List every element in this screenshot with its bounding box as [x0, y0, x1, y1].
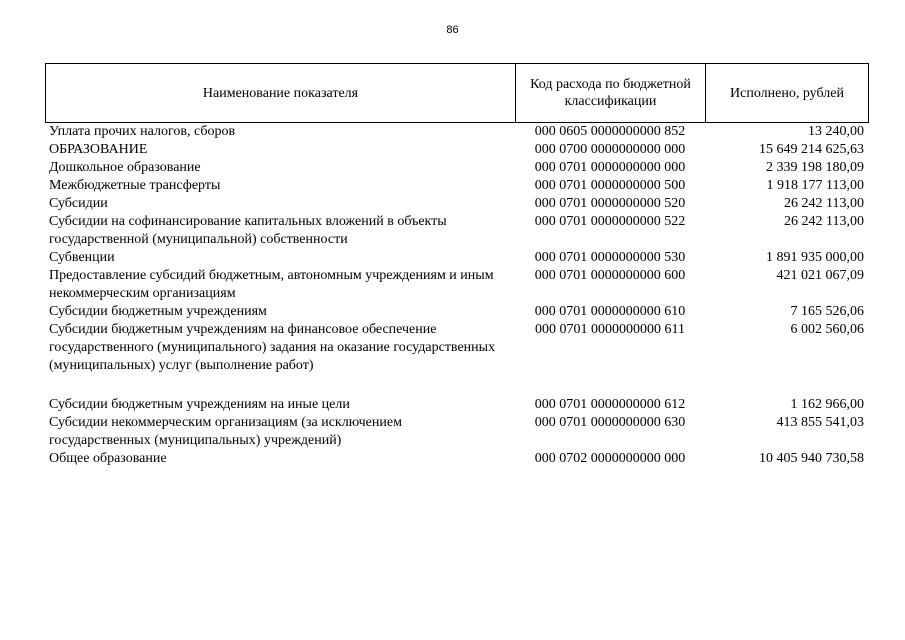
row-name: Уплата прочих налогов, сборов: [49, 124, 236, 139]
row-code: 000 0701 0000000000 630: [534, 415, 686, 430]
row-amount: 421 021 067,09: [776, 268, 864, 283]
table-row: [49, 450, 869, 468]
table-row: [49, 249, 869, 267]
column-header-amount: Исполнено, рублей: [730, 85, 844, 101]
row-code: 000 0702 0000000000 000: [534, 451, 686, 466]
column-header-code: Код расхода по бюджетной классификации: [516, 64, 706, 122]
table-row: [49, 195, 869, 213]
column-header-name: Наименование показателя: [46, 64, 516, 122]
row-name: Общее образование: [49, 451, 167, 466]
row-name: Предоставление субсидий бюджетным, автономным учреждениям и иным некоммерческим организациям: [49, 268, 494, 301]
row-name: ОБРАЗОВАНИЕ: [49, 142, 148, 157]
row-amount: 1 918 177 113,00: [766, 178, 864, 193]
row-name: Дошкольное образование: [49, 160, 201, 175]
table-header: [45, 63, 869, 123]
row-amount: 10 405 940 730,58: [759, 451, 864, 466]
page-number: 86: [446, 24, 459, 36]
row-amount: 1 162 966,00: [790, 397, 864, 412]
table-row: [49, 123, 869, 141]
row-code: 000 0701 0000000000 500: [534, 178, 686, 193]
row-code: 000 0701 0000000000 520: [534, 196, 686, 211]
row-name: Межбюджетные трансферты: [49, 178, 221, 193]
row-name: Субсидии бюджетным учреждениям: [49, 304, 267, 319]
table-row: [49, 267, 869, 303]
row-amount: 26 242 113,00: [784, 214, 864, 229]
row-code: 000 0701 0000000000 611: [535, 322, 685, 337]
row-name: Субсидии некоммерческим организациям (за исключением государственных (муниципальных) учреждений): [49, 415, 402, 448]
table-row: [49, 141, 869, 159]
row-code: 000 0701 0000000000 522: [534, 214, 686, 229]
row-amount: 7 165 526,06: [790, 304, 864, 319]
table-row: [49, 396, 869, 414]
row-name: Субсидии: [49, 196, 108, 211]
row-code: 000 0701 0000000000 530: [534, 250, 686, 265]
table-row: [49, 321, 869, 375]
table-body: [49, 123, 869, 468]
table-row: [49, 213, 869, 249]
table-row: [49, 303, 869, 321]
row-amount: 2 339 198 180,09: [766, 160, 864, 175]
row-amount: 26 242 113,00: [784, 196, 864, 211]
row-amount: 6 002 560,06: [790, 322, 864, 337]
row-name: Субвенции: [49, 250, 115, 265]
row-amount: 13 240,00: [808, 124, 864, 139]
row-code: 000 0701 0000000000 000: [534, 160, 686, 175]
table-row: [49, 159, 869, 177]
row-code: 000 0701 0000000000 610: [534, 304, 686, 319]
row-name: Субсидии на софинансирование капитальных вложений в объекты государственной (муниципальной) собственности: [49, 214, 447, 247]
row-code: 000 0700 0000000000 000: [534, 142, 686, 157]
row-spacer: [49, 375, 869, 396]
row-name: Субсидии бюджетным учреждениям на иные цели: [49, 397, 350, 412]
row-amount: 15 649 214 625,63: [759, 142, 864, 157]
row-code: 000 0701 0000000000 600: [534, 268, 686, 283]
row-amount: 413 855 541,03: [776, 415, 864, 430]
row-code: 000 0605 0000000000 852: [534, 124, 686, 139]
row-name: Субсидии бюджетным учреждениям на финансовое обеспечение государственного (муниципального) задания на оказание государственных (муниципальных) услуг (выполнение работ): [49, 322, 496, 373]
table-row: [49, 414, 869, 450]
row-amount: 1 891 935 000,00: [766, 250, 864, 265]
table-row: [49, 177, 869, 195]
row-code: 000 0701 0000000000 612: [534, 397, 686, 412]
